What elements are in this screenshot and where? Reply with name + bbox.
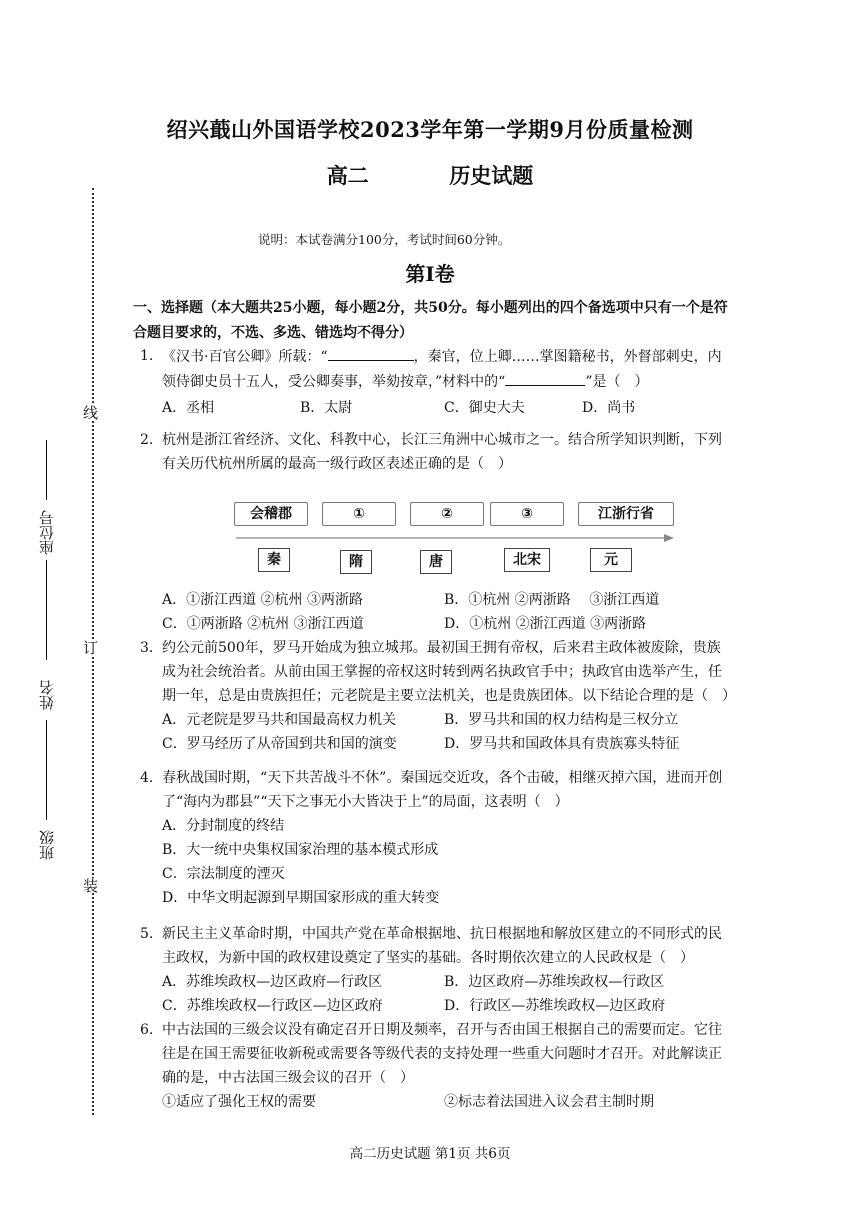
name-label: 姓名 — [38, 680, 56, 710]
option-1[interactable]: ①适应了强化王权的需要 — [162, 1094, 316, 1110]
option-c[interactable]: C．苏维埃政权—行政区—边区政府 — [162, 998, 383, 1014]
subject-label: 历史试题 — [449, 163, 534, 188]
diagram-dynasty-box: 秦 — [258, 548, 290, 572]
grade-label: 高二 — [326, 163, 369, 188]
option-c[interactable]: C．宗法制度的湮灭 — [162, 866, 285, 882]
diagram-top-box: 江浙行省 — [578, 502, 674, 526]
margin-bind-char: 订 — [81, 640, 99, 655]
option-d[interactable]: D．罗马共和国政体具有贵族寡头特征 — [444, 736, 680, 752]
question-number: 3. — [140, 640, 154, 656]
options-row — [162, 708, 730, 732]
options-row — [162, 970, 730, 994]
admin-division-diagram — [234, 500, 679, 580]
option-a[interactable]: A．丞相 — [162, 400, 215, 416]
options-row — [162, 588, 730, 612]
option-d[interactable]: D．尚书 — [582, 400, 636, 416]
option-d[interactable]: D．行政区—苏维埃政权—边区政府 — [444, 998, 666, 1014]
margin-install-char: 装 — [81, 878, 99, 893]
option-c[interactable]: C．①两浙路 ②杭州 ③浙江西道 — [162, 616, 364, 632]
exam-title: 绍兴蕺山外国语学校2023学年第一学期9月份质量检测 — [166, 117, 694, 142]
question-6 — [140, 1018, 730, 1114]
question-5 — [140, 922, 730, 1018]
question-stem: 春秋战国时期，“天下共苦战斗不休”。秦国远交近攻，各个击破，相继灭掉六国，进而开创了“海内为郡县”“天下之事无小大皆决于上”的局面，这表明（ ） — [162, 770, 723, 810]
question-number: 1. — [140, 348, 154, 364]
option-c[interactable]: C．罗马经历了从帝国到共和国的演变 — [162, 736, 397, 752]
question-2-options — [140, 588, 730, 636]
option-a[interactable]: A．①浙江西道 ②杭州 ③两浙路 — [162, 592, 364, 608]
question-stem: 杭州是浙江省经济、文化、科教中心，长江三角洲中心城市之一。结合所学知识判断，下列有关历代杭州所属的最高一级行政区表述正确的是（ ） — [162, 432, 722, 472]
option-b[interactable]: B．边区政府—苏维埃政权—行政区 — [444, 974, 665, 990]
question-number: 2. — [140, 432, 154, 448]
diagram-top-box: 会稽郡 — [234, 502, 308, 526]
class-label: 班级 — [38, 830, 56, 860]
option-a[interactable]: A．苏维埃政权—边区政府—行政区 — [162, 974, 383, 990]
question-number: 6. — [140, 1022, 154, 1038]
option-b[interactable]: B．太尉 — [300, 400, 353, 416]
name-blank-line[interactable] — [46, 560, 47, 660]
option-b[interactable]: B．大一统中央集权国家治理的基本模式形成 — [162, 842, 439, 858]
seat-label: 座位号 — [38, 510, 56, 555]
diagram-dynasty-box: 元 — [590, 548, 632, 572]
options-row — [162, 396, 730, 420]
option-b[interactable]: B．罗马共和国的权力结构是三权分立 — [444, 712, 679, 728]
seat-blank-line-top[interactable] — [46, 440, 47, 500]
timeline-arrow — [234, 532, 679, 544]
options-row — [162, 612, 730, 636]
diagram-top-box: ① — [322, 502, 396, 526]
question-stem: 新民主主义革命时期，中国共产党在革命根据地、抗日根据地和解放区建立的不同形式的民主政权，为新中国的政权建设奠定了坚实的基础。各时期依次建立的人民政权是（ ） — [162, 926, 722, 966]
volume-title: 第Ⅰ卷 — [405, 262, 455, 286]
stem-part: ，秦官，位上卿……掌图籍秘书，外督部刺史，内领侍御史员十五人，受公卿奏事，举劾按章，”材料中的“ — [162, 349, 722, 390]
option-2[interactable]: ②标志着法国进入议会君主制时期 — [444, 1094, 654, 1110]
answer-blank[interactable] — [328, 344, 414, 361]
question-number: 4. — [140, 770, 154, 786]
question-3 — [140, 636, 736, 756]
diagram-dynasty-box: 隋 — [340, 550, 372, 574]
options-row — [162, 1090, 730, 1114]
question-stem: 约公元前500年，罗马开始成为独立城邦。最初国王拥有帝权，后来君主政体被废除，贵族成为社会统治者。从前由国王掌握的帝权这时转到两名执政官手中；执政官由选举产生，任期一年，总是由贵族担任；元老院是主要立法机关，也是贵族团体。以下结论合理的是（ ） — [162, 640, 736, 704]
stem-part: 《汉书·百官公卿》所载：“ — [162, 349, 328, 365]
options-row — [162, 994, 730, 1018]
options-row — [162, 732, 730, 756]
margin-line-char: 线 — [81, 405, 99, 420]
diagram-top-box: ③ — [490, 502, 564, 526]
option-a[interactable]: A．元老院是罗马共和国最高权力机关 — [162, 712, 397, 728]
diagram-dynasty-box: 唐 — [420, 550, 452, 574]
class-blank-line[interactable] — [46, 720, 47, 820]
section-title: 一、选择题（本大题共25小题，每小题2分，共50分。每小题列出的四个备选项中只有一个是符合题目要求的，不选、多选、错选均不得分） — [133, 300, 728, 341]
option-d[interactable]: D．中华文明起源到早期国家形成的重大转变 — [162, 890, 440, 906]
question-2 — [140, 428, 730, 476]
question-number: 5. — [140, 926, 154, 942]
question-stem — [162, 344, 730, 394]
option-c[interactable]: C．御史大夫 — [444, 400, 525, 416]
option-d[interactable]: D．①杭州 ②浙江西道 ③两浙路 — [444, 616, 647, 632]
answer-blank[interactable] — [505, 369, 585, 386]
exam-subtitle — [0, 160, 860, 190]
question-4 — [140, 766, 730, 910]
question-1 — [140, 344, 730, 420]
option-b[interactable]: B．①杭州 ②两浙路 ③浙江西道 — [444, 592, 660, 608]
option-a[interactable]: A．分封制度的终结 — [162, 818, 285, 834]
question-stem: 中古法国的三级会议没有确定召开日期及频率，召开与否由国王根据自己的需要而定。它往往是在国王需要征收新税或需要各等级代表的支持处理一些重大问题时才召开。对此解读正确的是，中古法国三级会议的召开（ ） — [162, 1022, 722, 1086]
diagram-dynasty-box: 北宋 — [504, 548, 550, 572]
diagram-top-box: ② — [410, 502, 484, 526]
stem-part: ”是（ ） — [585, 374, 649, 390]
page-footer: 高二历史试题 第1页 共6页 — [349, 1146, 511, 1162]
exam-note: 说明：本试卷满分100分，考试时间60分钟。 — [258, 232, 511, 247]
